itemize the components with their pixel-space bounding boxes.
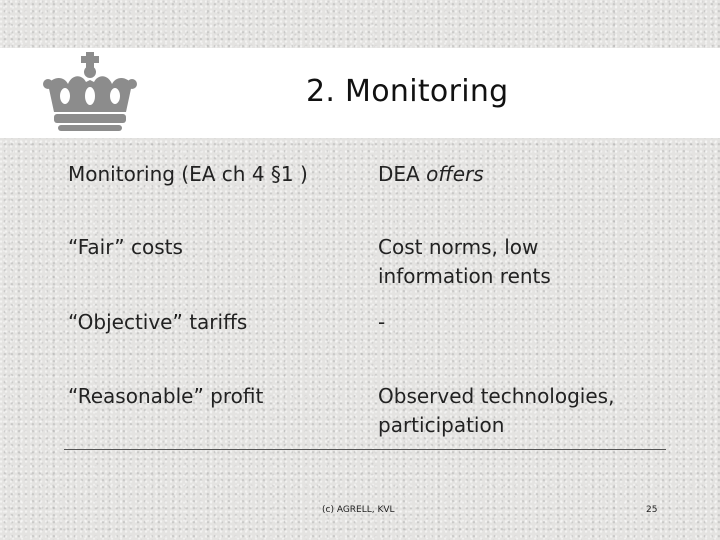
- row-value-cost-norms: [378, 233, 551, 291]
- footer-divider: [64, 449, 666, 450]
- footer-copyright: (c) AGRELL, KVL: [322, 505, 395, 515]
- row-label-reasonable-profit: “Reasonable” profit: [68, 384, 264, 408]
- row-value-line: Observed technologies,: [378, 384, 615, 408]
- row-label-objective-tariffs: “Objective” tariffs: [68, 310, 248, 334]
- offers-text: offers: [426, 162, 484, 186]
- row-value-dea-offers: [378, 160, 484, 189]
- row-value-observed-technologies: [378, 382, 614, 440]
- row-label-monitoring: Monitoring (EA ch 4 §1 ): [68, 162, 308, 186]
- page-number: 25: [646, 505, 658, 515]
- row-value-line: -: [378, 310, 386, 334]
- crown-icon: [40, 50, 140, 134]
- dea-text: DEA: [378, 162, 420, 186]
- row-value-line: Cost norms, low: [378, 235, 539, 259]
- slide-title: 2. Monitoring: [306, 74, 509, 109]
- row-value-line: information rents: [378, 264, 551, 288]
- row-label-fair-costs: “Fair” costs: [68, 235, 183, 259]
- row-value-dash: [378, 308, 385, 337]
- row-value-line: participation: [378, 413, 505, 437]
- top-texture-strip: [0, 0, 720, 48]
